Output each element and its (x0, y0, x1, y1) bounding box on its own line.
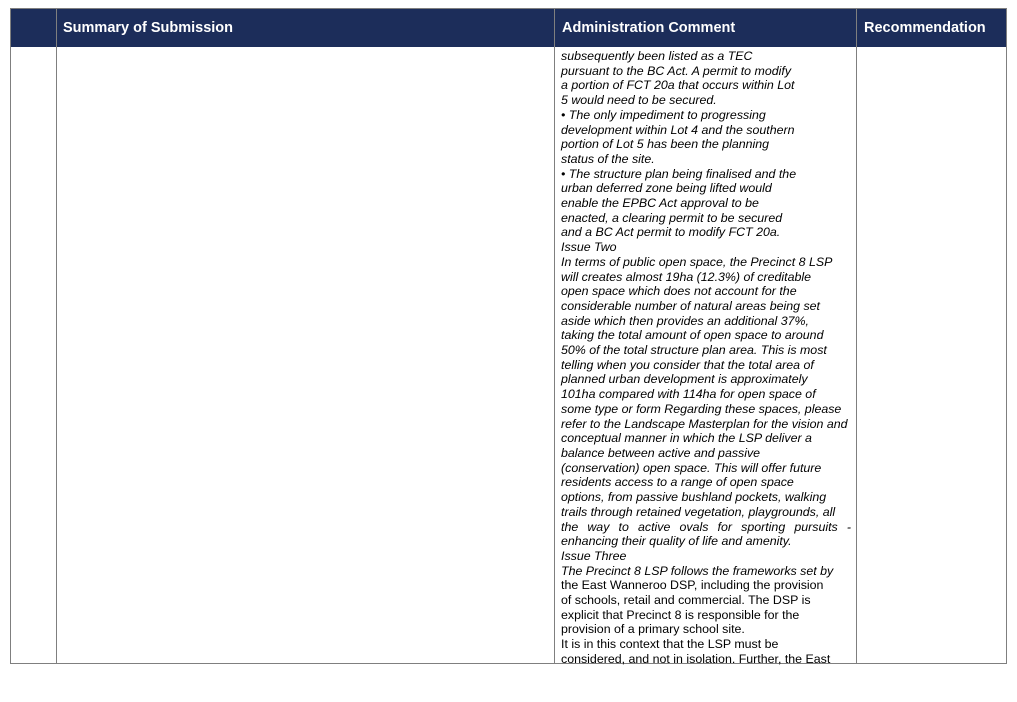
comment-line: taking the total amount of open space to around (561, 328, 824, 343)
comment-line: enable the EPBC Act approval to be (561, 196, 759, 211)
column-divider (56, 9, 57, 663)
comment-line: trails through retained vegetation, playgrounds, all (561, 504, 836, 519)
comment-line: (conservation) open space. This will offer future (561, 460, 822, 475)
comment-line: • The only impediment to progressing (561, 107, 766, 122)
comment-line: conceptual manner in which the LSP deliver a (561, 431, 812, 446)
comment-line: balance between active and passive (561, 445, 761, 460)
comment-line: options, from passive bushland pockets, walking (561, 490, 827, 505)
comment-line: some type or form Regarding these spaces, please (561, 401, 842, 416)
comment-line: enhancing their quality of life and amenity. (561, 534, 792, 549)
comment-line: the East Wanneroo DSP, including the provision (561, 578, 824, 593)
comment-line: The Precinct 8 LSP follows the frameworks set by (561, 563, 834, 578)
header-summary-of-submission: Summary of Submission (63, 20, 234, 36)
comment-line: telling when you consider that the total area of (561, 357, 814, 372)
comment-line: the way to active ovals for sporting pursuits - (561, 519, 851, 534)
comment-line: 5 would need to be secured. (561, 93, 717, 108)
comment-line: 101ha compared with 114ha for open space of (561, 387, 816, 402)
comment-line: • The structure plan being finalised and the (561, 166, 797, 181)
comment-line: Issue Two (561, 240, 617, 255)
column-divider (856, 9, 857, 663)
comment-line: development within Lot 4 and the southern (561, 122, 795, 137)
comment-line: pursuant to the BC Act. A permit to modify (561, 63, 792, 78)
column-divider (554, 9, 555, 663)
comment-line: planned urban development is approximately (561, 372, 808, 387)
comment-line: considerable number of natural areas being set (561, 298, 820, 313)
comment-line: aside which then provides an additional 37%, (561, 313, 809, 328)
comment-line: In terms of public open space, the Precinct 8 LSP (561, 254, 833, 269)
comment-line: enacted, a clearing permit to be secured (561, 210, 783, 225)
comment-line: portion of Lot 5 has been the planning (561, 137, 770, 152)
comment-line: residents access to a range of open space (561, 475, 794, 490)
comment-line: of schools, retail and commercial. The DSP is (561, 593, 811, 608)
comment-line: a portion of FCT 20a that occurs within Lot (561, 78, 795, 93)
comment-line: will creates almost 19ha (12.3%) of creditable (561, 269, 811, 284)
comment-line: 50% of the total structure plan area. This is most (561, 343, 827, 358)
comment-line: open space which does not account for the (561, 284, 797, 299)
comment-line: and a BC Act permit to modify FCT 20a. (561, 225, 781, 240)
comment-line: provision of a primary school site. (561, 622, 745, 637)
comment-line: explicit that Precinct 8 is responsible for the (561, 607, 800, 622)
comment-line: It is in this context that the LSP must be (561, 637, 779, 652)
comment-line: Issue Three (561, 548, 627, 563)
comment-line: urban deferred zone being lifted would (561, 181, 772, 196)
comment-line: status of the site. (561, 151, 655, 166)
comment-line: refer to the Landscape Masterplan for the vision and (561, 416, 848, 431)
header-col-index (11, 9, 56, 47)
comment-line: considered, and not in isolation. Further, the East (561, 651, 831, 666)
header-recommendation: Recommendation (864, 20, 986, 36)
submission-table (10, 8, 1007, 664)
comment-line: subsequently been listed as a TEC (561, 49, 753, 63)
header-administration-comment: Administration Comment (562, 20, 736, 36)
administration-comment-cell (561, 49, 851, 667)
